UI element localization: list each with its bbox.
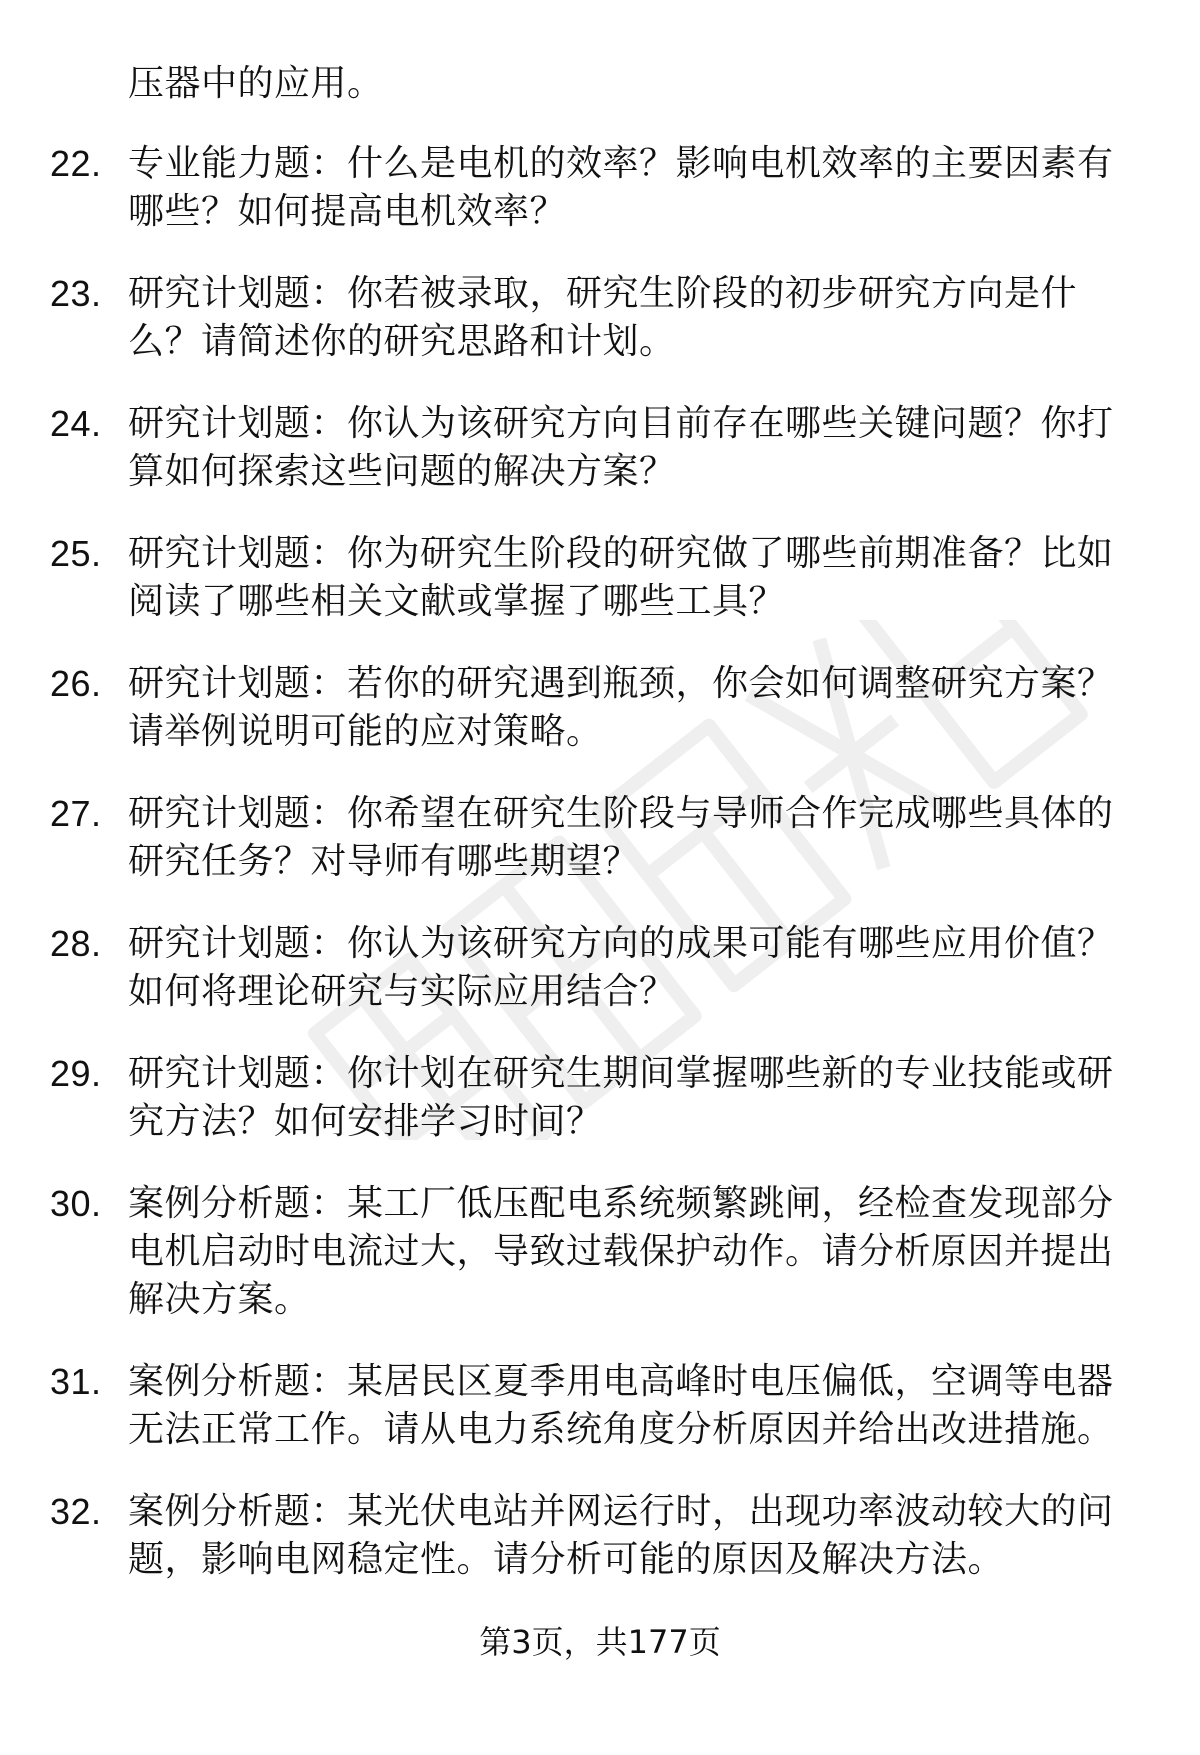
question-item: [0, 1180, 1200, 1324]
question-text: 案例分析题：某光伏电站并网运行时，出现功率波动较大的问题，影响电网稳定性。请分析可能的原因及解决方法。: [128, 1491, 1114, 1580]
question-item: [0, 1358, 1200, 1454]
question-text: 研究计划题：你若被录取，研究生阶段的初步研究方向是什么？请简述你的研究思路和计划。: [128, 273, 1078, 362]
question-item: [0, 140, 1200, 236]
question-number: 27.: [50, 793, 102, 834]
question-text: 案例分析题：某居民区夏季用电高峰时电压偏低，空调等电器无法正常工作。请从电力系统角度分析原因并给出改进措施。: [128, 1361, 1114, 1450]
question-item: [0, 400, 1200, 496]
question-item: [0, 1488, 1200, 1584]
question-number: 22.: [50, 143, 102, 184]
question-text: 案例分析题：某工厂低压配电系统频繁跳闸，经检查发现部分电机启动时电流过大，导致过载保护动作。请分析原因并提出解决方案。: [128, 1183, 1114, 1320]
question-item: [0, 660, 1200, 756]
question-text: 研究计划题：你计划在研究生期间掌握哪些新的专业技能或研究方法？如何安排学习时间？: [128, 1053, 1114, 1142]
question-text: 研究计划题：你认为该研究方向的成果可能有哪些应用价值？如何将理论研究与实际应用结合？: [128, 923, 1114, 1012]
question-item: [0, 920, 1200, 1016]
question-item: [0, 1050, 1200, 1146]
page-footer: 第3页，共177页: [479, 1623, 721, 1661]
question-number: 29.: [50, 1053, 102, 1094]
question-list: [0, 140, 1200, 1618]
question-text: 研究计划题：若你的研究遇到瓶颈，你会如何调整研究方案？请举例说明可能的应对策略。: [128, 663, 1114, 752]
question-text: 研究计划题：你为研究生阶段的研究做了哪些前期准备？比如阅读了哪些相关文献或掌握了哪些工具？: [128, 533, 1114, 622]
question-text: 研究计划题：你认为该研究方向目前存在哪些关键问题？你打算如何探索这些问题的解决方案？: [128, 403, 1114, 492]
question-number: 31.: [50, 1361, 102, 1402]
question-text: 专业能力题：什么是电机的效率？影响电机效率的主要因素有哪些？如何提高电机效率？: [128, 143, 1114, 232]
question-number: 30.: [50, 1183, 102, 1224]
question-item: [0, 790, 1200, 886]
continuation-text: 压器中的应用。: [128, 63, 384, 104]
question-number: 32.: [50, 1491, 102, 1532]
question-number: 24.: [50, 403, 102, 444]
question-text: 研究计划题：你希望在研究生阶段与导师合作完成哪些具体的研究任务？对导师有哪些期望？: [128, 793, 1114, 882]
question-number: 26.: [50, 663, 102, 704]
question-item: [0, 530, 1200, 626]
question-item: [0, 270, 1200, 366]
question-number: 23.: [50, 273, 102, 314]
question-number: 25.: [50, 533, 102, 574]
question-number: 28.: [50, 923, 102, 964]
